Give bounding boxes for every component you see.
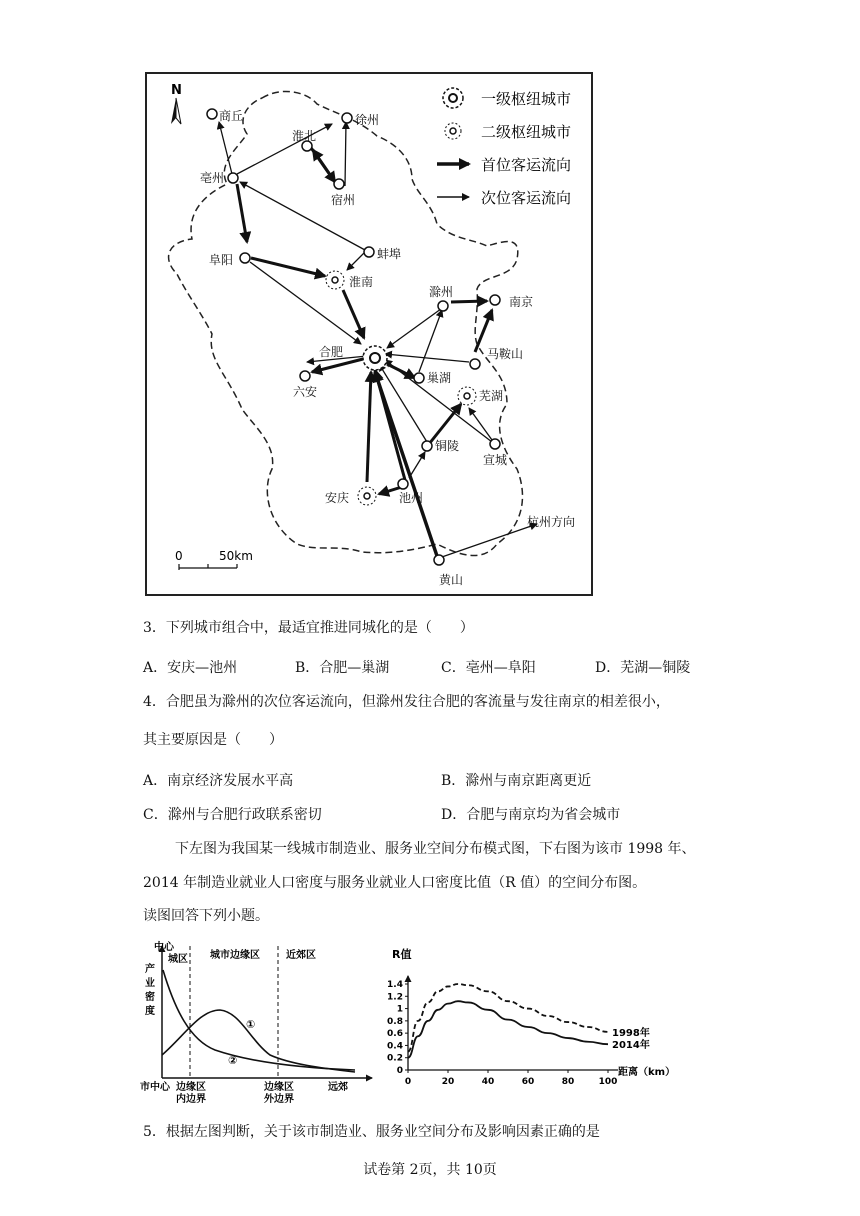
city-label-tongling: 铜陵 <box>435 439 460 453</box>
q4-option-d[interactable]: D．合肥与南京均为省会城市 <box>441 807 621 823</box>
industry-density-schematic <box>140 940 380 1105</box>
y-tick-label: 0 <box>396 1066 403 1076</box>
question-4-stem-line2: 其主要原因是（ ） <box>143 732 283 748</box>
city-label-chaohu: 巢湖 <box>427 371 452 385</box>
y-label-char: 产 <box>145 964 155 975</box>
city-nodes <box>207 109 500 565</box>
city-label-chuzhou: 滁州 <box>429 285 454 299</box>
q3-option-d[interactable]: D．芜湖—铜陵 <box>595 660 691 676</box>
y-tick-label: 1.4 <box>387 980 403 990</box>
city-label-xuzhou: 徐州 <box>355 113 380 127</box>
intro-line1: 下左图为我国某一线城市制造业、服务业空间分布模式图，下右图为该市 1998 年、 <box>175 841 696 857</box>
y-tick-label: 0.4 <box>387 1041 403 1052</box>
y-label-char: 密 <box>145 992 155 1003</box>
y-label-char: 度 <box>145 1006 155 1017</box>
y-tick-label: 1.2 <box>387 992 403 1003</box>
series-label: 1998年 <box>612 1027 650 1039</box>
x-tick-label: 0 <box>404 1077 412 1087</box>
city-label-bozhou: 亳州 <box>200 171 225 185</box>
r-value-chart <box>378 944 680 1094</box>
city-label-huainan: 淮南 <box>349 275 374 289</box>
question-5-stem: 5．根据左图判断，关于该市制造业、服务业空间分布及影响因素正确的是 <box>143 1124 600 1140</box>
x-inner-label: 边缘区 <box>176 1082 206 1093</box>
legend-level1-label: 一级枢纽城市 <box>481 90 572 108</box>
city-label-wuhu: 芜湖 <box>479 389 504 403</box>
city-label-huangshan: 黄山 <box>439 573 464 587</box>
city-label-xuancheng: 宣城 <box>483 453 508 467</box>
q3-option-a[interactable]: A．安庆—池州 <box>143 660 238 676</box>
city-label-hangzhou: 杭州方向 <box>527 515 576 529</box>
y-tick-label: 1 <box>396 1004 403 1015</box>
q4-option-c[interactable]: C．滁州与合肥行政联系密切 <box>143 807 322 823</box>
curve-1-label: ① <box>246 1018 256 1031</box>
map-legend <box>437 88 571 207</box>
scale-bar <box>175 549 253 570</box>
x-axis-label: 距离（km） <box>618 1067 676 1078</box>
series-line-1998年 <box>408 984 608 1052</box>
series-label: 2014年 <box>612 1040 650 1052</box>
q4-option-a[interactable]: A．南京经济发展水平高 <box>143 773 294 789</box>
x-tick-label: 100 <box>598 1077 618 1087</box>
y-axis-label: R值 <box>392 948 412 961</box>
curve-service <box>163 970 355 1070</box>
x-tick-label: 80 <box>561 1077 575 1087</box>
y-tick-label: 0.8 <box>387 1016 403 1027</box>
x-outer-label-2: 外边界 <box>264 1094 294 1105</box>
legend-secondary-flow-label: 次位客运流向 <box>481 189 572 207</box>
north-arrow-icon <box>171 83 182 124</box>
city-label-hefei: 合肥 <box>319 345 344 359</box>
x-tick-label: 20 <box>441 1077 455 1087</box>
city-label-shangqiu: 商丘 <box>219 109 244 123</box>
city-label-suzhou: 宿州 <box>331 193 356 207</box>
q3-option-c[interactable]: C．亳州—阜阳 <box>441 660 536 676</box>
city-label-maanshan: 马鞍山 <box>487 347 524 361</box>
x-inner-label-2: 内边界 <box>176 1094 206 1105</box>
q3-option-b[interactable]: B．合肥—巢湖 <box>295 660 390 676</box>
city-label-bengbu: 蚌埠 <box>377 247 402 261</box>
city-label-liuan: 六安 <box>293 385 318 399</box>
svg-text:0: 0 <box>175 549 183 563</box>
city-label-fuyang: 阜阳 <box>209 253 234 267</box>
zone-edge-label: 城市边缘区 <box>210 950 260 961</box>
y-tick-label: 0.2 <box>387 1053 403 1064</box>
x-tick-label: 40 <box>481 1077 495 1087</box>
svg-text:N: N <box>171 83 182 98</box>
intro-line2: 2014 年制造业就业人口密度与服务业就业人口密度比值（R 值）的空间分布图。 <box>143 875 647 891</box>
anhui-passenger-flow-map <box>147 74 591 594</box>
curve-2-label: ② <box>228 1054 238 1067</box>
city-label-nanjing: 南京 <box>509 295 534 309</box>
y-label-top: 中心 <box>154 942 174 953</box>
legend-level2-label: 二级枢纽城市 <box>481 123 572 141</box>
zone-suburb-label: 近郊区 <box>286 950 316 961</box>
legend-primary-flow-label: 首位客运流向 <box>481 156 572 174</box>
city-label-huaibei: 淮北 <box>292 129 317 143</box>
city-label-anqing: 安庆 <box>325 491 350 505</box>
y-label-char: 业 <box>145 978 155 989</box>
x-suburb-label: 远郊 <box>328 1082 348 1093</box>
intro-line3: 读图回答下列小题。 <box>143 908 269 924</box>
zone-center-label: 城区 <box>168 954 188 965</box>
q4-option-b[interactable]: B．滁州与南京距离更近 <box>441 773 592 789</box>
x-tick-label: 60 <box>521 1077 535 1087</box>
y-tick-label: 0.6 <box>387 1029 403 1040</box>
question-4-stem-line1: 4．合肥虽为滁州的次位客运流向，但滁州发往合肥的客流量与发往南京的相差很小， <box>143 694 670 710</box>
x-origin-label: 市中心 <box>140 1082 170 1093</box>
curve-manufacturing <box>162 1010 355 1072</box>
series-line-2014年 <box>408 1001 608 1058</box>
city-label-chizhou: 池州 <box>399 491 424 505</box>
question-3-stem: 3．下列城市组合中，最适宜推进同城化的是（ ） <box>143 620 474 636</box>
page-footer: 试卷第 2页，共 10页 <box>363 1162 497 1178</box>
svg-text:50km: 50km <box>219 549 253 563</box>
x-outer-label: 边缘区 <box>264 1082 294 1093</box>
map-figure <box>145 72 593 596</box>
